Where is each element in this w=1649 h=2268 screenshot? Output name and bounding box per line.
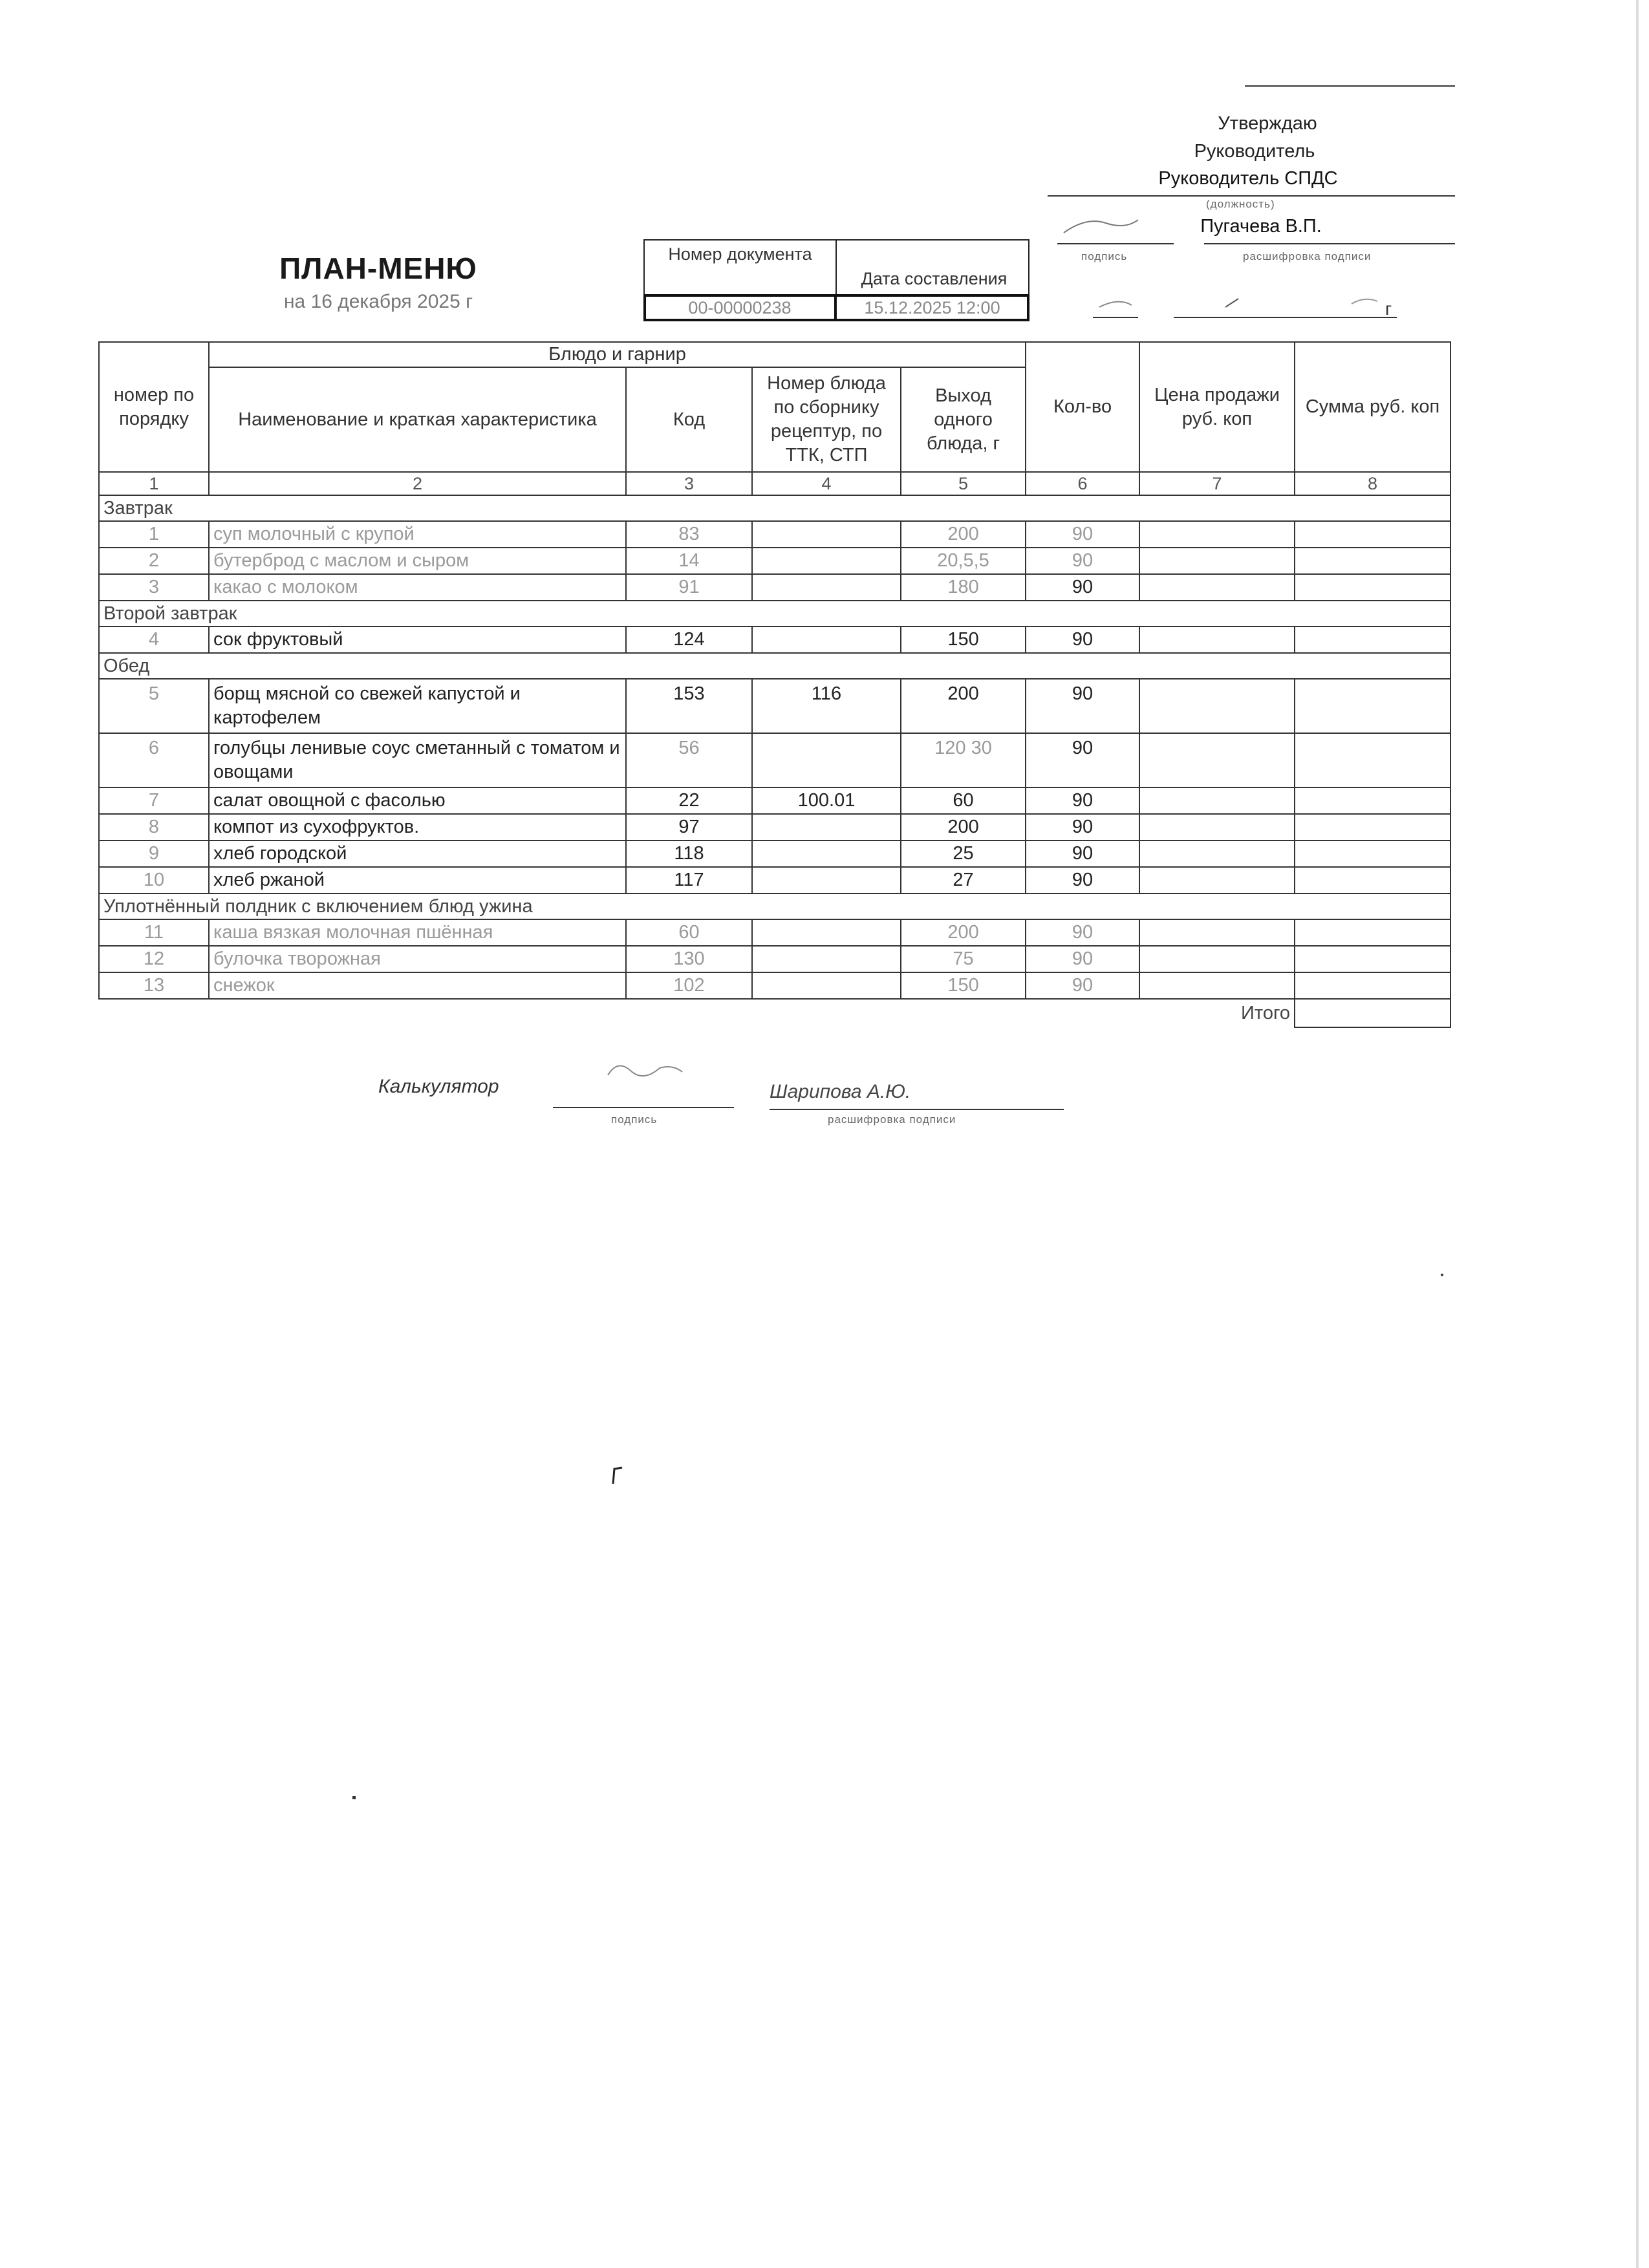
dish-qty: 90 bbox=[1026, 521, 1139, 548]
dish-code: 97 bbox=[626, 814, 752, 840]
recipe-number bbox=[752, 972, 901, 999]
recipe-number bbox=[752, 840, 901, 867]
col-number: 2 bbox=[209, 472, 626, 495]
table-row bbox=[99, 626, 1450, 653]
name-rule bbox=[1204, 243, 1455, 244]
dish-code: 14 bbox=[626, 548, 752, 574]
row-number: 2 bbox=[99, 548, 209, 574]
dish-name: хлеб ржаной bbox=[209, 867, 626, 893]
row-number: 9 bbox=[99, 840, 209, 867]
col-number: 4 bbox=[752, 472, 901, 495]
row-number: 8 bbox=[99, 814, 209, 840]
dish-qty: 90 bbox=[1026, 626, 1139, 653]
recipe-number: 116 bbox=[752, 679, 901, 733]
col-number: 5 bbox=[901, 472, 1026, 495]
price-cell bbox=[1139, 574, 1295, 601]
sum-cell bbox=[1295, 574, 1450, 601]
name-caption: расшифровка подписи bbox=[1243, 250, 1372, 262]
dish-code: 22 bbox=[626, 787, 752, 814]
dish-name: хлеб городской bbox=[209, 840, 626, 867]
price-cell bbox=[1139, 548, 1295, 574]
dish-qty: 90 bbox=[1026, 574, 1139, 601]
dish-name: каша вязкая молочная пшённая bbox=[209, 919, 626, 946]
col-number: 3 bbox=[626, 472, 752, 495]
dish-qty: 90 bbox=[1026, 972, 1139, 999]
dish-name: борщ мясной со свежей капустой и картофелем bbox=[209, 679, 626, 733]
price-cell bbox=[1139, 679, 1295, 733]
date-day-rule bbox=[1093, 317, 1138, 318]
approver-name: Пугачева В.П. bbox=[1200, 216, 1322, 237]
col-number: 6 bbox=[1026, 472, 1139, 495]
dish-code: 130 bbox=[626, 946, 752, 972]
menu-table bbox=[98, 341, 1451, 1028]
dish-code: 60 bbox=[626, 919, 752, 946]
row-number: 1 bbox=[99, 521, 209, 548]
recipe-number bbox=[752, 548, 901, 574]
dish-yield: 150 bbox=[901, 626, 1026, 653]
table-row bbox=[99, 733, 1450, 787]
col-code-header: Код bbox=[626, 367, 752, 472]
row-number: 12 bbox=[99, 946, 209, 972]
sum-cell bbox=[1295, 733, 1450, 787]
section-label: Обед bbox=[99, 653, 1450, 679]
recipe-number: 100.01 bbox=[752, 787, 901, 814]
col-sum-header: Сумма руб. коп bbox=[1295, 342, 1450, 472]
section-row-lunch bbox=[99, 653, 1450, 679]
dish-yield: 150 bbox=[901, 972, 1026, 999]
recipe-number bbox=[752, 814, 901, 840]
recipe-number bbox=[752, 919, 901, 946]
price-cell bbox=[1139, 521, 1295, 548]
row-number: 11 bbox=[99, 919, 209, 946]
section-row-breakfast bbox=[99, 495, 1450, 521]
price-cell bbox=[1139, 840, 1295, 867]
dish-name: голубцы ленивые соус сметанный с томатом и овощами bbox=[209, 733, 626, 787]
column-numbers-row bbox=[99, 472, 1450, 495]
dish-yield: 200 bbox=[901, 521, 1026, 548]
table-row bbox=[99, 548, 1450, 574]
approver-signature-scribble bbox=[1061, 204, 1216, 242]
table-row bbox=[99, 972, 1450, 999]
dish-yield: 27 bbox=[901, 867, 1026, 893]
signature-caption: подпись bbox=[1081, 250, 1128, 262]
price-cell bbox=[1139, 626, 1295, 653]
recipe-number bbox=[752, 946, 901, 972]
dish-name: салат овощной с фасолью bbox=[209, 787, 626, 814]
dish-name: снежок bbox=[209, 972, 626, 999]
price-cell bbox=[1139, 733, 1295, 787]
dish-qty: 90 bbox=[1026, 946, 1139, 972]
recipe-number bbox=[752, 574, 901, 601]
table-row bbox=[99, 919, 1450, 946]
sum-cell bbox=[1295, 814, 1450, 840]
dish-qty: 90 bbox=[1026, 733, 1139, 787]
recipe-number bbox=[752, 867, 901, 893]
col-qty-header: Кол-во bbox=[1026, 342, 1139, 472]
price-cell bbox=[1139, 919, 1295, 946]
total-label: Итого bbox=[1241, 1003, 1291, 1023]
col-name-header: Наименование и краткая характеристика bbox=[209, 367, 626, 472]
total-row bbox=[99, 999, 1450, 1027]
calc-name-caption: расшифровка подписи bbox=[828, 1113, 956, 1126]
approver-position: Руководитель СПДС bbox=[1158, 168, 1338, 189]
dish-qty: 90 bbox=[1026, 548, 1139, 574]
table-row bbox=[99, 574, 1450, 601]
col-num-header: номер по порядку bbox=[99, 342, 209, 472]
price-cell bbox=[1139, 946, 1295, 972]
price-cell bbox=[1139, 972, 1295, 999]
top-corner-rule bbox=[1245, 85, 1455, 87]
dish-code: 102 bbox=[626, 972, 752, 999]
dish-code: 153 bbox=[626, 679, 752, 733]
recipe-number bbox=[752, 626, 901, 653]
row-number: 7 bbox=[99, 787, 209, 814]
dish-qty: 90 bbox=[1026, 787, 1139, 814]
scan-dot bbox=[1441, 1274, 1443, 1276]
calc-signature-rule bbox=[553, 1107, 734, 1108]
section-row-second-breakfast bbox=[99, 601, 1450, 626]
section-label: Завтрак bbox=[99, 495, 1450, 521]
col-number: 8 bbox=[1295, 472, 1450, 495]
section-label: Уплотнённый полдник с включением блюд ужина bbox=[99, 893, 1450, 919]
row-number: 5 bbox=[99, 679, 209, 733]
dish-yield: 200 bbox=[901, 814, 1026, 840]
sum-cell bbox=[1295, 679, 1450, 733]
calculator-name: Шарипова А.Ю. bbox=[770, 1081, 911, 1102]
sum-cell bbox=[1295, 626, 1450, 653]
section-label: Второй завтрак bbox=[99, 601, 1450, 626]
price-cell bbox=[1139, 787, 1295, 814]
row-number: 10 bbox=[99, 867, 209, 893]
dish-yield: 180 bbox=[901, 574, 1026, 601]
calc-name-rule bbox=[770, 1109, 1064, 1110]
sum-cell bbox=[1295, 548, 1450, 574]
date-month-rule bbox=[1174, 317, 1397, 318]
date-scribble bbox=[1093, 284, 1429, 317]
calc-signature-caption: подпись bbox=[611, 1113, 658, 1126]
dish-name: бутерброд с маслом и сыром bbox=[209, 548, 626, 574]
doc-number: 00-00000238 bbox=[688, 298, 792, 317]
plan-date: на 16 декабря 2025 г bbox=[283, 291, 473, 312]
position-caption: (должность) bbox=[1206, 198, 1275, 210]
table-row bbox=[99, 814, 1450, 840]
price-cell bbox=[1139, 867, 1295, 893]
col-number: 1 bbox=[99, 472, 209, 495]
col-yield-header: Выход одного блюда, г bbox=[901, 367, 1026, 472]
dish-code: 56 bbox=[626, 733, 752, 787]
position-rule bbox=[1048, 195, 1455, 197]
dish-qty: 90 bbox=[1026, 867, 1139, 893]
approve-label: Утверждаю bbox=[1218, 113, 1317, 134]
dish-name: сок фруктовый bbox=[209, 626, 626, 653]
recipe-number bbox=[752, 733, 901, 787]
dish-code: 91 bbox=[626, 574, 752, 601]
dish-name: компот из сухофруктов. bbox=[209, 814, 626, 840]
dish-qty: 90 bbox=[1026, 919, 1139, 946]
dish-name: какао с молоком bbox=[209, 574, 626, 601]
year-suffix: г bbox=[1385, 299, 1392, 319]
sum-cell bbox=[1295, 919, 1450, 946]
group-header: Блюдо и гарнир bbox=[209, 342, 1026, 367]
calculator-signature-scribble bbox=[601, 1053, 698, 1085]
row-number: 13 bbox=[99, 972, 209, 999]
recipe-number bbox=[752, 521, 901, 548]
doc-date-caption: Дата составления bbox=[861, 269, 1008, 288]
head-label: Руководитель bbox=[1194, 141, 1315, 162]
dish-code: 83 bbox=[626, 521, 752, 548]
sum-cell bbox=[1295, 946, 1450, 972]
section-row-snack bbox=[99, 893, 1450, 919]
table-row bbox=[99, 867, 1450, 893]
doc-number-caption: Номер документа bbox=[668, 244, 812, 264]
dish-yield: 25 bbox=[901, 840, 1026, 867]
dish-code: 117 bbox=[626, 867, 752, 893]
dish-name: булочка творожная bbox=[209, 946, 626, 972]
total-value bbox=[1295, 999, 1450, 1027]
document-values-box bbox=[643, 294, 1029, 321]
row-number: 6 bbox=[99, 733, 209, 787]
table-row bbox=[99, 679, 1450, 733]
dish-code: 118 bbox=[626, 840, 752, 867]
dish-qty: 90 bbox=[1026, 679, 1139, 733]
scan-mark bbox=[608, 1461, 627, 1487]
table-row bbox=[99, 946, 1450, 972]
signature-rule bbox=[1057, 243, 1174, 244]
page-title: ПЛАН-МЕНЮ bbox=[279, 251, 477, 285]
sum-cell bbox=[1295, 972, 1450, 999]
col-number: 7 bbox=[1139, 472, 1295, 495]
scan-edge bbox=[1636, 0, 1639, 2268]
table-row bbox=[99, 521, 1450, 548]
dish-yield: 120 30 bbox=[901, 733, 1026, 787]
row-number: 3 bbox=[99, 574, 209, 601]
col-price-header: Цена продажи руб. коп bbox=[1139, 342, 1295, 472]
sum-cell bbox=[1295, 521, 1450, 548]
calculator-label: Калькулятор bbox=[378, 1076, 499, 1097]
dish-qty: 90 bbox=[1026, 814, 1139, 840]
sum-cell bbox=[1295, 867, 1450, 893]
sum-cell bbox=[1295, 787, 1450, 814]
doc-date: 15.12.2025 12:00 bbox=[864, 298, 1000, 317]
table-row bbox=[99, 787, 1450, 814]
dish-yield: 200 bbox=[901, 679, 1026, 733]
dish-name: суп молочный с крупой bbox=[209, 521, 626, 548]
scan-dot bbox=[352, 1796, 356, 1799]
dish-yield: 20,5,5 bbox=[901, 548, 1026, 574]
dish-yield: 60 bbox=[901, 787, 1026, 814]
row-number: 4 bbox=[99, 626, 209, 653]
dish-yield: 75 bbox=[901, 946, 1026, 972]
dish-qty: 90 bbox=[1026, 840, 1139, 867]
sum-cell bbox=[1295, 840, 1450, 867]
col-recipe-header: Номер блюда по сборнику рецептур, по ТТК, СТП bbox=[752, 367, 901, 472]
dish-yield: 200 bbox=[901, 919, 1026, 946]
price-cell bbox=[1139, 814, 1295, 840]
table-row bbox=[99, 840, 1450, 867]
dish-code: 124 bbox=[626, 626, 752, 653]
